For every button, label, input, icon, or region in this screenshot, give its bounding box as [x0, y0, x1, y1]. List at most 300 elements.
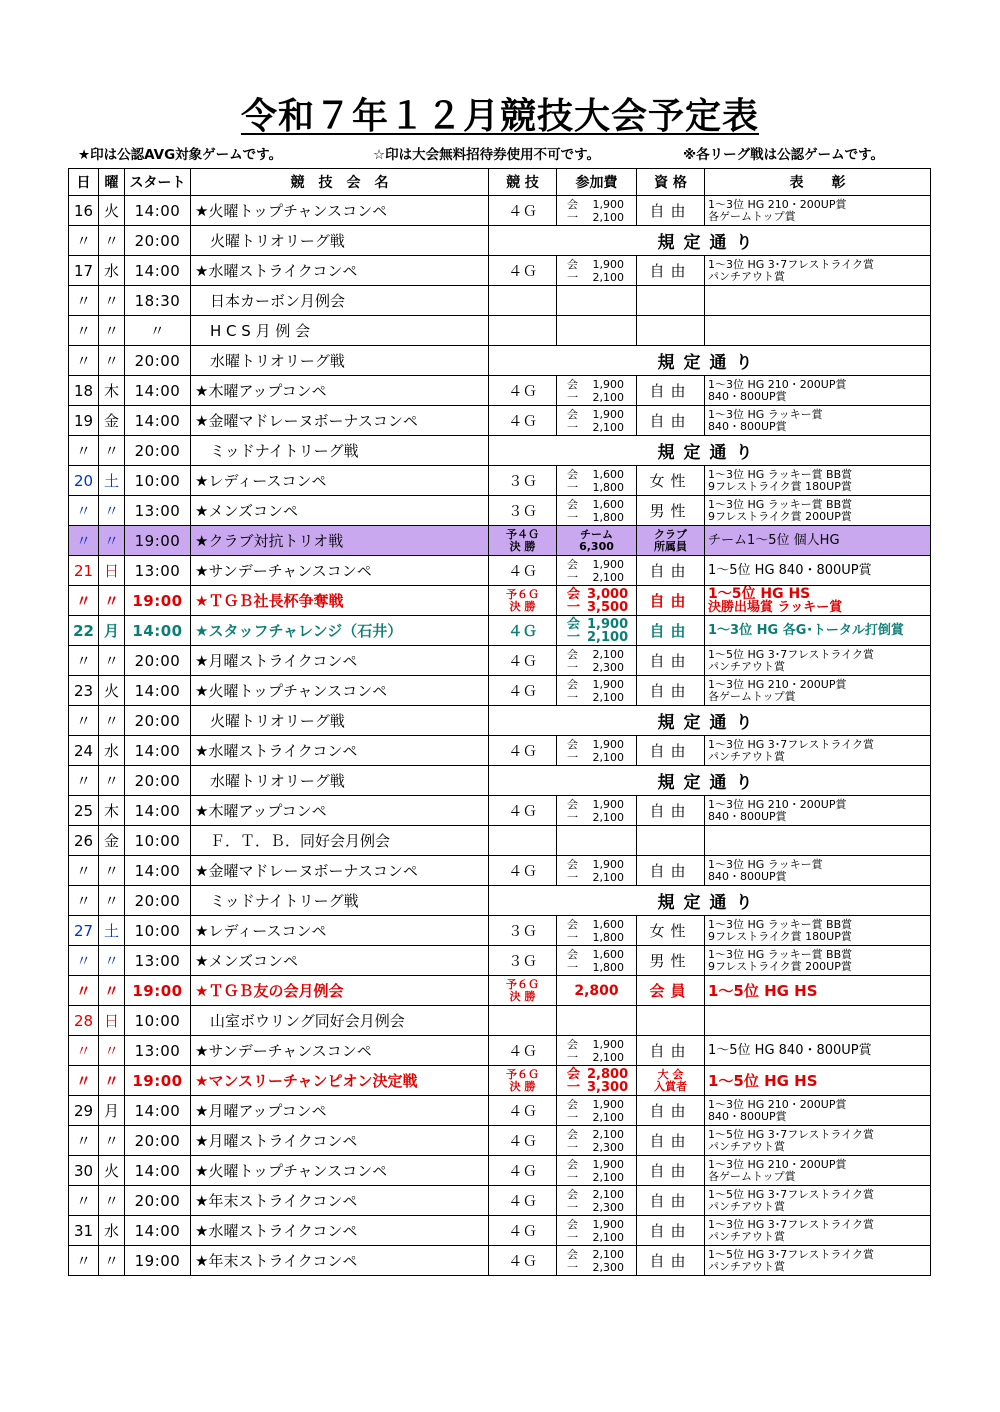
day-cell: 〃 [69, 226, 99, 256]
event-name: ★ＴＧＢ友の会月例会 [195, 982, 344, 1000]
weekday-cell: 木 [99, 376, 125, 406]
fee-general-label: 一 [567, 1261, 578, 1274]
games-cell: ４Ｇ [489, 1096, 557, 1126]
fee-general-label: 一 [567, 1201, 578, 1214]
day-cell: 〃 [69, 886, 99, 916]
fee-member-value: 1,900 [592, 258, 624, 271]
table-row [69, 376, 931, 406]
games-cell: ４Ｇ [489, 646, 557, 676]
event-name-cell [191, 1006, 489, 1036]
fee-grid [557, 917, 636, 944]
fee-general-value: 2,300 [592, 1141, 624, 1154]
start-cell: 20:00 [125, 226, 191, 256]
header-start: スタート [125, 169, 191, 196]
table-row [69, 226, 931, 256]
award-line2: パンチアウト賞 [708, 749, 785, 763]
start-cell: 20:00 [125, 346, 191, 376]
fee-team-value: 6,300 [579, 539, 614, 553]
day-cell: 〃 [69, 1186, 99, 1216]
qualification-cell: 自由 [637, 856, 705, 886]
table-row [69, 916, 931, 946]
award-cell [705, 1216, 931, 1246]
award-cell [705, 1156, 931, 1186]
header-weekday: 曜 [99, 169, 125, 196]
fee-general-value: 2,100 [592, 1231, 624, 1244]
award-cell [705, 976, 931, 1006]
games-prelim: 予６Ｇ [506, 1067, 539, 1081]
weekday-cell: 土 [99, 916, 125, 946]
fee-member-value: 1,900 [592, 378, 624, 391]
table-row [69, 616, 931, 646]
fee-member-value: 1,900 [592, 408, 624, 421]
start-cell: 20:00 [125, 1126, 191, 1156]
header-award: 表 彰 [705, 169, 931, 196]
fee-cell [557, 1126, 637, 1156]
award-line2: パンチアウト賞 [708, 1139, 785, 1153]
fee-general-label: 一 [567, 691, 578, 704]
fee-member-label: 会 [567, 378, 578, 391]
day-cell: 31 [69, 1216, 99, 1246]
table-row [69, 1246, 931, 1276]
fee-cell [557, 406, 637, 436]
notes [78, 143, 938, 163]
fee-general-label: 一 [567, 481, 578, 494]
fee-grid [557, 557, 636, 584]
day-cell: 〃 [69, 1126, 99, 1156]
event-name-cell [191, 196, 489, 226]
event-name: ★月曜アップコンペ [195, 1102, 327, 1120]
event-name-cell [191, 946, 489, 976]
fee-general-value: 2,100 [592, 211, 624, 224]
qualification-cell: 自由 [637, 406, 705, 436]
weekday-cell: 火 [99, 1156, 125, 1186]
fee-grid [557, 1157, 636, 1184]
fee-member-value: 2,100 [592, 1248, 624, 1261]
qualification-cell: 女性 [637, 466, 705, 496]
event-name: ★サンデーチャンスコンペ [195, 1042, 372, 1060]
award-cell [705, 376, 931, 406]
event-name: ★メンズコンペ [195, 952, 298, 970]
award-cell [705, 1186, 931, 1216]
fee-member-label: 会 [567, 1038, 578, 1051]
weekday-cell: 月 [99, 616, 125, 646]
event-name-cell [191, 466, 489, 496]
weekday-cell: 〃 [99, 286, 125, 316]
fee-member-label: 会 [567, 558, 578, 571]
start-cell: 13:00 [125, 946, 191, 976]
award-line2: 決勝出場賞 ラッキー賞 [708, 599, 843, 615]
award-line: 1～5位 HG 840・800UP賞 [708, 562, 872, 578]
day-cell: 〃 [69, 1066, 99, 1096]
award-cell [705, 856, 931, 886]
games-cell: ４Ｇ [489, 196, 557, 226]
fee-general-value: 2,100 [592, 1111, 624, 1124]
event-name-cell [191, 346, 489, 376]
weekday-cell: 水 [99, 1216, 125, 1246]
fee-grid [557, 1037, 636, 1064]
rule-cell: 規定通り [489, 226, 931, 256]
award-line1: 1～3位 HG 210・200UP賞 [708, 797, 847, 811]
fee-cell [557, 1036, 637, 1066]
event-name: ★水曜ストライクコンペ [195, 1222, 358, 1240]
fee-general-label: 一 [567, 1141, 578, 1154]
day-cell: 〃 [69, 586, 99, 616]
weekday-cell: 火 [99, 676, 125, 706]
fee-general-value: 1,800 [592, 961, 624, 974]
weekday-cell: 水 [99, 736, 125, 766]
event-name-cell [191, 676, 489, 706]
start-cell: 20:00 [125, 886, 191, 916]
qualification-cell: 自由 [637, 616, 705, 646]
weekday-cell: 〃 [99, 586, 125, 616]
fee-general-label: 一 [567, 931, 578, 944]
qualification-line2: 入賞者 [654, 1079, 687, 1093]
start-cell: 10:00 [125, 466, 191, 496]
fee-general-value: 2,100 [592, 751, 624, 764]
fee-cell [557, 556, 637, 586]
fee-general-label: 一 [567, 871, 578, 884]
weekday-cell: 〃 [99, 766, 125, 796]
fee-member-value: 2,100 [592, 648, 624, 661]
day-cell: 〃 [69, 286, 99, 316]
qualification-line1: クラブ [654, 527, 687, 541]
event-name: ★水曜ストライクコンペ [195, 742, 358, 760]
award-line2: 各ゲームトップ賞 [708, 1169, 796, 1183]
award-line: 1～5位 HG HS [708, 1071, 818, 1090]
fee-team-label: チーム [580, 527, 613, 541]
event-name: ★金曜マドレーヌボーナスコンペ [195, 862, 418, 880]
note-avg: ★印は公認AVG対象ゲームです。 [78, 147, 283, 163]
event-name-cell [191, 1216, 489, 1246]
award-line1: 1～3位 HG 210・200UP賞 [708, 377, 847, 391]
award-line1: 1～3位 HG 210・200UP賞 [708, 1097, 847, 1111]
award-line1: 1～5位 HG 3･7フレストライク賞 [708, 1127, 874, 1141]
fee-general-label: 一 [567, 1171, 578, 1184]
fee-cell [557, 196, 637, 226]
start-cell: 13:00 [125, 1036, 191, 1066]
fee-member-value: 1,900 [592, 198, 624, 211]
weekday-cell: 日 [99, 1006, 125, 1036]
event-name-cell [191, 376, 489, 406]
fee-grid [557, 407, 636, 434]
fee-grid [557, 647, 636, 674]
empty-cell [489, 1006, 557, 1036]
day-cell: 28 [69, 1006, 99, 1036]
fee-cell [557, 856, 637, 886]
fee-member-value: 1,900 [592, 1098, 624, 1111]
fee-grid [557, 1097, 636, 1124]
award-line2: パンチアウト賞 [708, 269, 785, 283]
event-name: ★レディースコンペ [195, 922, 327, 940]
fee-grid [557, 947, 636, 974]
event-name: ★年末ストライクコンペ [195, 1192, 358, 1210]
fee-general-value: 2,100 [592, 1171, 624, 1184]
event-name-cell [191, 1036, 489, 1066]
award-line2: 9フレストライク賞 180UP賞 [708, 479, 852, 493]
table-row [69, 1066, 931, 1096]
games-cell: ３Ｇ [489, 466, 557, 496]
award-line1: 1～3位 HG 210・200UP賞 [708, 1157, 847, 1171]
fee-general-value: 1,800 [592, 481, 624, 494]
table-row [69, 586, 931, 616]
fee-general-label: 一 [567, 1080, 581, 1095]
fee-general-label: 一 [567, 811, 578, 824]
award-cell [705, 556, 931, 586]
fee-general-label: 一 [567, 571, 578, 584]
fee-member-label: 会 [567, 617, 581, 632]
event-name: 日本カーボン月例会 [195, 292, 346, 310]
fee-member-value: 1,900 [592, 1038, 624, 1051]
empty-cell [557, 1006, 637, 1036]
day-cell: 21 [69, 556, 99, 586]
award-line1: 1～3位 HG ラッキー賞 [708, 407, 823, 421]
event-name: ★ＴＧＢ社長杯争奪戦 [195, 592, 344, 610]
day-cell: 〃 [69, 976, 99, 1006]
event-name-cell [191, 316, 489, 346]
table-row [69, 676, 931, 706]
fee-general-value: 2,300 [592, 1261, 624, 1274]
fee-grid [557, 737, 636, 764]
event-name: ★火曜トップチャンスコンペ [195, 202, 388, 220]
fee-grid [557, 587, 636, 614]
fee-cell [557, 586, 637, 616]
games-cell: ４Ｇ [489, 1186, 557, 1216]
games-cell: ４Ｇ [489, 376, 557, 406]
award-line2: パンチアウト賞 [708, 659, 785, 673]
fee-cell [557, 256, 637, 286]
award-line1: 1～3位 HG 210・200UP賞 [708, 677, 847, 691]
event-name-cell [191, 976, 489, 1006]
fee-member-label: 会 [567, 587, 581, 602]
start-cell: 14:00 [125, 1156, 191, 1186]
empty-cell [489, 826, 557, 856]
award-line2: 9フレストライク賞 200UP賞 [708, 959, 852, 973]
weekday-cell: 水 [99, 256, 125, 286]
event-name-cell [191, 856, 489, 886]
award-line1: 1～3位 HG 210・200UP賞 [708, 197, 847, 211]
fee-member-label: 会 [567, 798, 578, 811]
day-cell: 〃 [69, 1036, 99, 1066]
fee-member-label: 会 [567, 858, 578, 871]
award-line2: 840・800UP賞 [708, 869, 787, 883]
award-cell [705, 796, 931, 826]
event-name-cell [191, 1096, 489, 1126]
award-line1: 1～5位 HG 3･7フレストライク賞 [708, 1247, 874, 1261]
fee-member-value: 1,600 [592, 498, 624, 511]
award-cell [705, 496, 931, 526]
fee-member-label: 会 [567, 198, 578, 211]
fee-member-label: 会 [567, 1067, 581, 1082]
games-cell: ４Ｇ [489, 616, 557, 646]
qualification-cell: 自由 [637, 1216, 705, 1246]
games-cell: ４Ｇ [489, 256, 557, 286]
weekday-cell: 〃 [99, 856, 125, 886]
day-cell: 〃 [69, 346, 99, 376]
fee-cell [557, 1186, 637, 1216]
event-name: ★金曜マドレーヌボーナスコンペ [195, 412, 418, 430]
table-row [69, 1186, 931, 1216]
event-name: ★火曜トップチャンスコンペ [195, 682, 388, 700]
games-cell [489, 526, 557, 556]
fee-grid [557, 857, 636, 884]
award-line1: 1～3位 HG ラッキー賞 [708, 857, 823, 871]
header-fee: 参加費 [557, 169, 637, 196]
award-cell [705, 946, 931, 976]
event-name: H C S 月 例 会 [195, 322, 311, 340]
award-cell [705, 1066, 931, 1096]
award-line2: パンチアウト賞 [708, 1229, 785, 1243]
weekday-cell: 火 [99, 196, 125, 226]
table-row [69, 856, 931, 886]
fee-cell [557, 496, 637, 526]
fee-member-label: 会 [567, 1248, 578, 1261]
games-cell: ４Ｇ [489, 676, 557, 706]
fee-cell [557, 616, 637, 646]
event-name: ★レディースコンペ [195, 472, 327, 490]
qualification-cell [637, 1066, 705, 1096]
fee-member-value: 2,100 [592, 1128, 624, 1141]
games-cell: ４Ｇ [489, 556, 557, 586]
fee-member-label: 会 [567, 678, 578, 691]
award-line2: 9フレストライク賞 200UP賞 [708, 509, 852, 523]
rule-cell: 規定通り [489, 706, 931, 736]
games-cell: ４Ｇ [489, 856, 557, 886]
fee-general-label: 一 [567, 271, 578, 284]
fee-member-label: 会 [567, 648, 578, 661]
day-cell: 〃 [69, 946, 99, 976]
fee-grid [557, 197, 636, 224]
fee-cell [557, 976, 637, 1006]
day-cell: 〃 [69, 646, 99, 676]
start-cell: 19:00 [125, 1066, 191, 1096]
event-name: ★月曜ストライクコンペ [195, 1132, 358, 1150]
award-line2: 9フレストライク賞 180UP賞 [708, 929, 852, 943]
weekday-cell: 月 [99, 1096, 125, 1126]
weekday-cell: 〃 [99, 436, 125, 466]
fee-general-value: 2,100 [592, 1051, 624, 1064]
fee-grid [557, 797, 636, 824]
day-cell: 29 [69, 1096, 99, 1126]
fee-cell [557, 526, 637, 556]
games-prelim: 予４Ｇ [506, 527, 539, 541]
event-name-cell [191, 1246, 489, 1276]
header-qualification: 資 格 [637, 169, 705, 196]
qualification-cell: 男性 [637, 946, 705, 976]
games-prelim: 予６Ｇ [506, 977, 539, 991]
event-name: 火曜トリオリーグ戦 [195, 712, 345, 730]
fee-member-value: 3,000 [587, 587, 629, 602]
weekday-cell: 〃 [99, 706, 125, 736]
empty-cell [705, 1006, 931, 1036]
fee-member-value: 1,900 [587, 617, 629, 632]
start-cell: 20:00 [125, 706, 191, 736]
award-line2: 840・800UP賞 [708, 1109, 787, 1123]
award-line1: 1～5位 HG 3･7フレストライク賞 [708, 1187, 874, 1201]
fee-general-value: 2,100 [592, 691, 624, 704]
fee-general-label: 一 [567, 1051, 578, 1064]
empty-cell [705, 286, 931, 316]
games-cell [489, 1066, 557, 1096]
games-cell: ４Ｇ [489, 406, 557, 436]
event-name-cell [191, 556, 489, 586]
award-cell [705, 1246, 931, 1276]
start-cell: 18:30 [125, 286, 191, 316]
event-name-cell [191, 256, 489, 286]
award-line: 1～5位 HG HS [708, 981, 818, 1000]
qualification-cell: 自由 [637, 256, 705, 286]
fee-grid [557, 467, 636, 494]
award-cell [705, 256, 931, 286]
event-name: 水曜トリオリーグ戦 [195, 772, 345, 790]
games-cell: ３Ｇ [489, 946, 557, 976]
rule-cell: 規定通り [489, 886, 931, 916]
start-cell: 14:00 [125, 1096, 191, 1126]
fee-cell [557, 376, 637, 406]
event-name-cell [191, 1156, 489, 1186]
table-row [69, 646, 931, 676]
weekday-cell: 〃 [99, 1126, 125, 1156]
games-cell: ４Ｇ [489, 1216, 557, 1246]
fee-general-label: 一 [567, 391, 578, 404]
event-name: ★スタッフチャレンジ（石井） [195, 622, 403, 640]
fee-member-value: 1,900 [592, 738, 624, 751]
table-row [69, 1156, 931, 1186]
qualification-cell: 自由 [637, 796, 705, 826]
qualification-cell: 自由 [637, 1126, 705, 1156]
fee-grid [557, 497, 636, 524]
event-name-cell [191, 286, 489, 316]
empty-cell [557, 286, 637, 316]
event-name: ★水曜ストライクコンペ [195, 262, 358, 280]
fee-member-value: 1,900 [592, 858, 624, 871]
fee-grid [557, 1247, 636, 1274]
fee-member-label: 会 [567, 1098, 578, 1111]
qualification-cell: 自由 [637, 646, 705, 676]
event-name-cell [191, 1066, 489, 1096]
day-cell: 26 [69, 826, 99, 856]
event-name-cell [191, 1126, 489, 1156]
fee-general-value: 2,100 [592, 421, 624, 434]
day-cell: 〃 [69, 496, 99, 526]
fee-general-label: 一 [567, 630, 581, 645]
fee-general-value: 2,300 [592, 1201, 624, 1214]
award-cell [705, 1036, 931, 1066]
fee-member-label: 会 [567, 258, 578, 271]
qualification-cell: 自由 [637, 1156, 705, 1186]
weekday-cell: 〃 [99, 1066, 125, 1096]
event-name-cell [191, 826, 489, 856]
fee-cell [557, 646, 637, 676]
event-name: 火曜トリオリーグ戦 [195, 232, 345, 250]
fee-general-label: 一 [567, 1231, 578, 1244]
fee-general-value: 2,100 [592, 271, 624, 284]
award-line: チーム1～5位 個人HG [708, 532, 840, 548]
day-cell: 24 [69, 736, 99, 766]
qualification-cell: 自由 [637, 1186, 705, 1216]
qualification-cell: 男性 [637, 496, 705, 526]
header-row [69, 169, 931, 196]
table-row [69, 1006, 931, 1036]
weekday-cell: 〃 [99, 496, 125, 526]
fee-cell [557, 736, 637, 766]
award-cell [705, 736, 931, 766]
fee-general-value: 2,100 [587, 630, 629, 645]
weekday-cell: 〃 [99, 1186, 125, 1216]
fee-general-value: 3,300 [587, 1080, 629, 1095]
table-row [69, 466, 931, 496]
event-name: ★サンデーチャンスコンペ [195, 562, 372, 580]
table-row [69, 526, 931, 556]
